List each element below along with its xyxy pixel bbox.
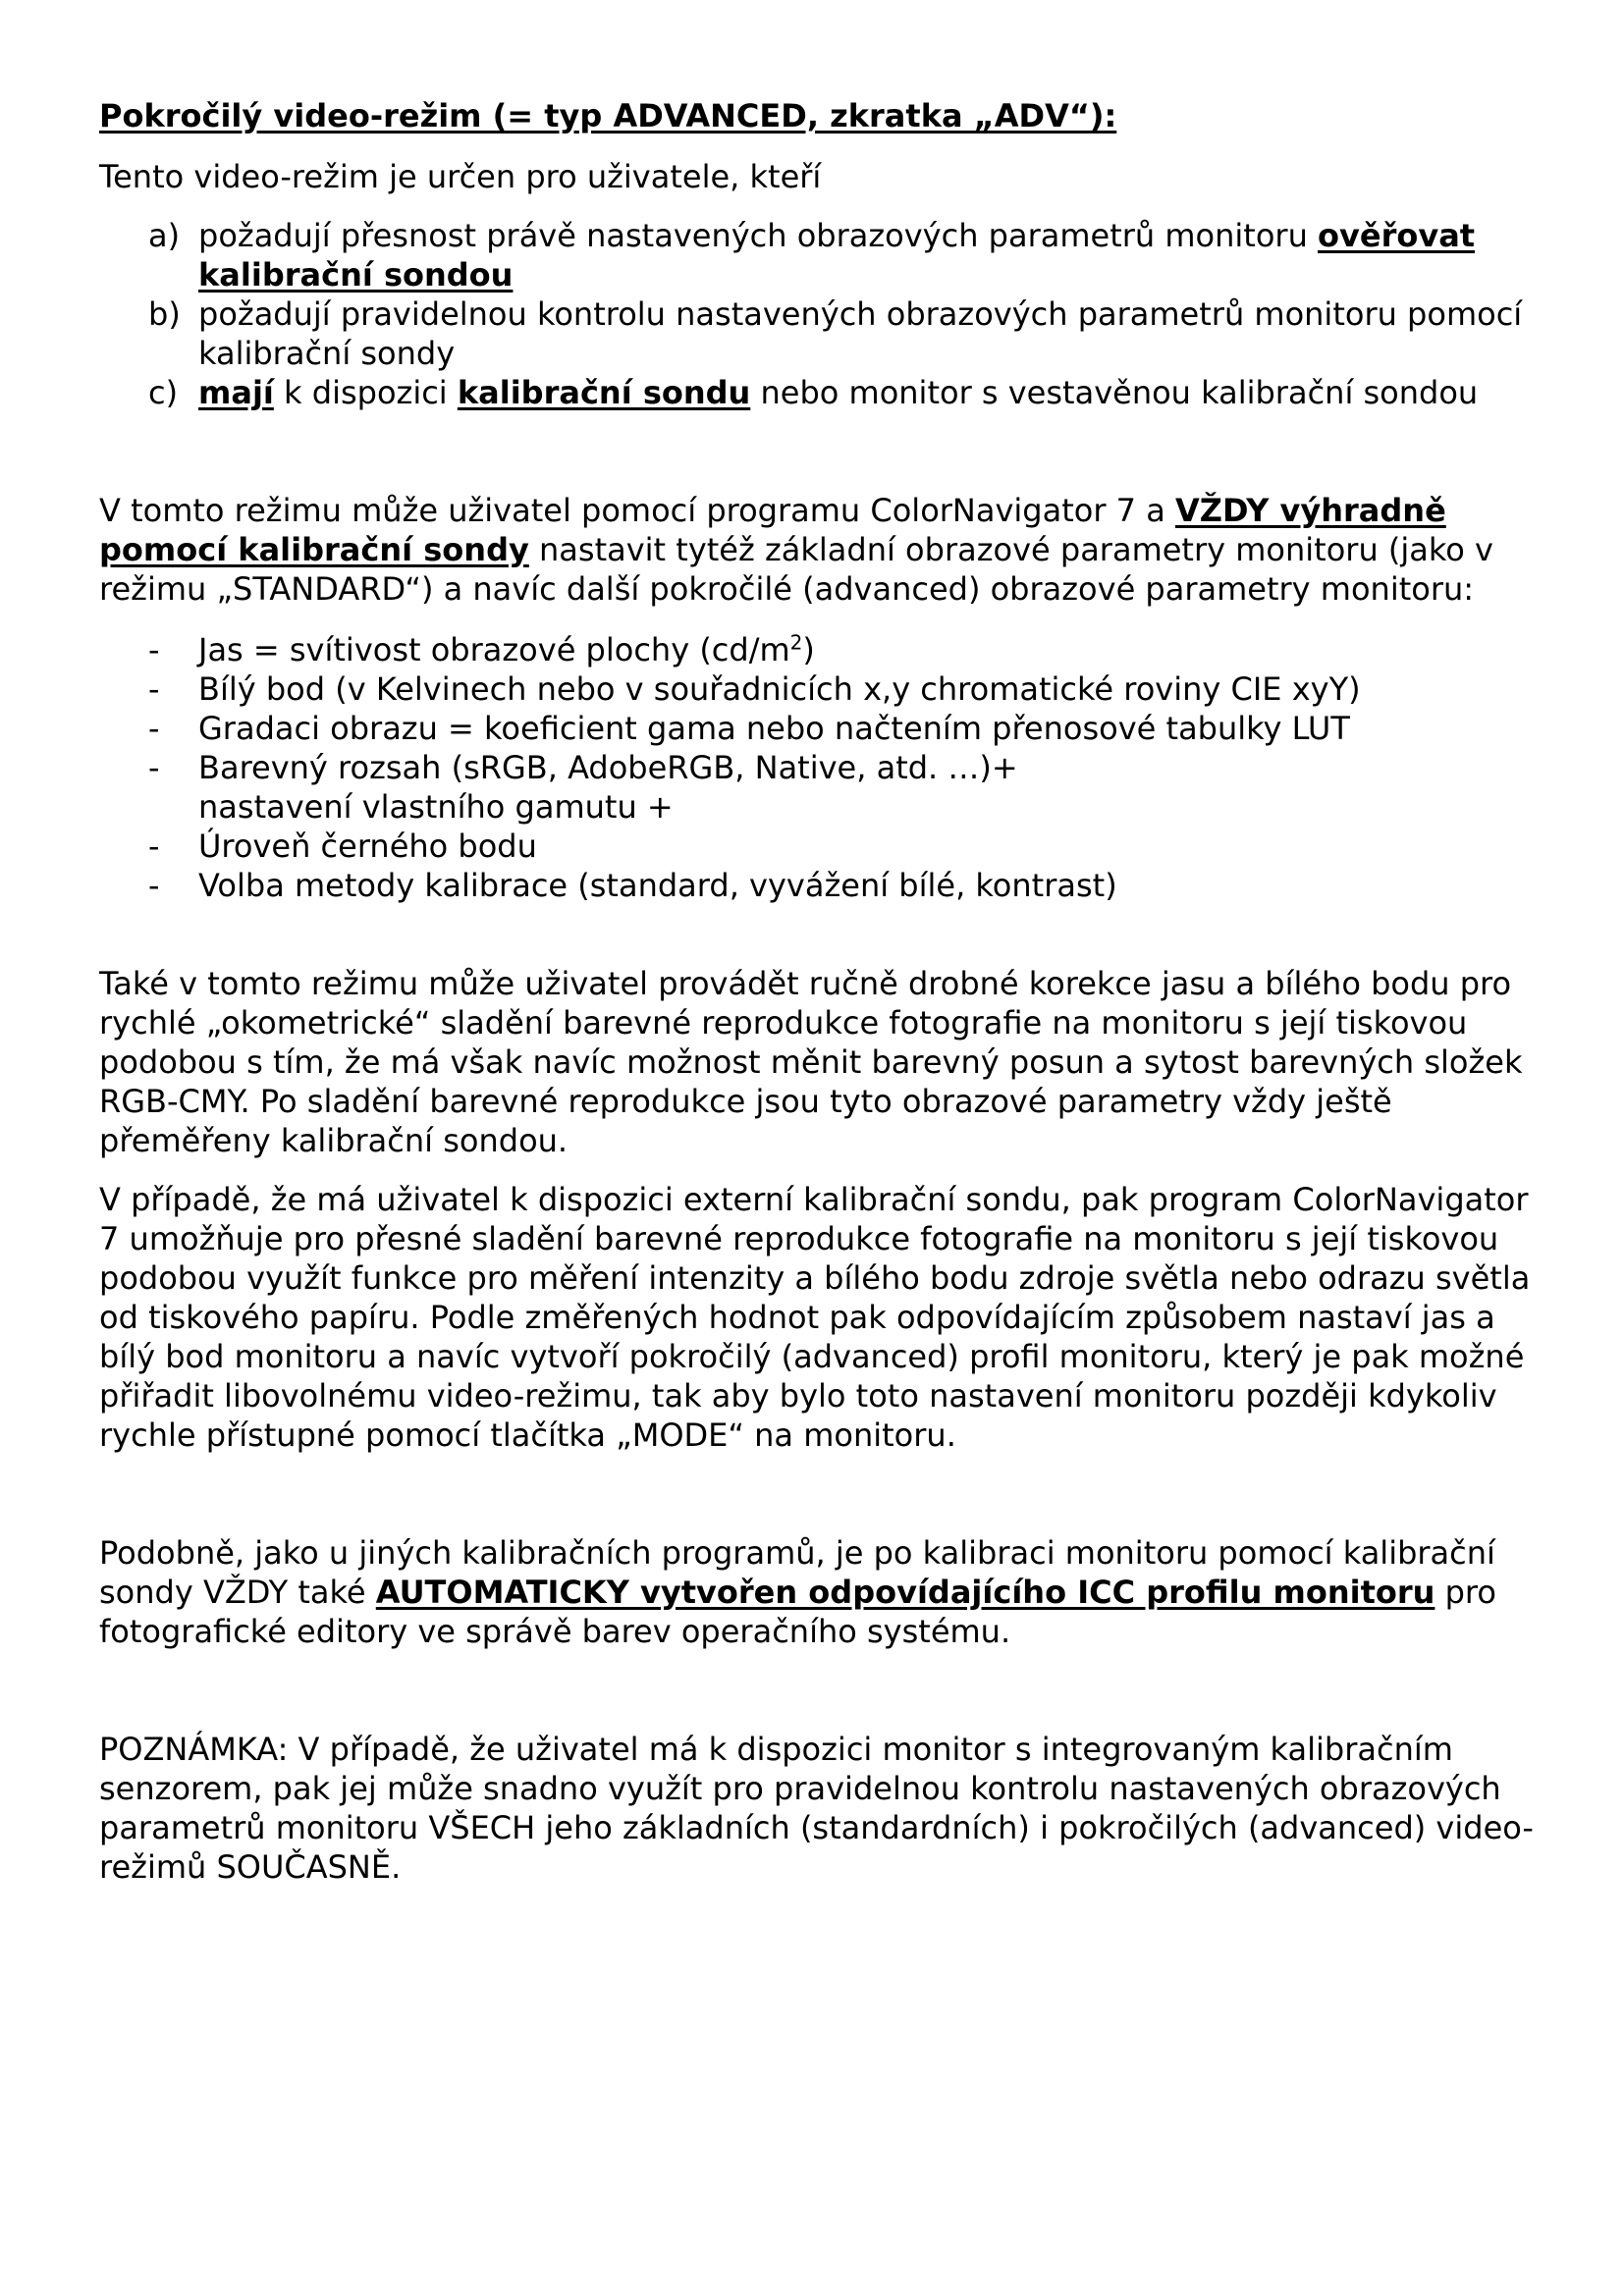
list-item-text: Bílý bod (v Kelvinech nebo v souřadnicích x,y chromatické roviny CIE xyY) bbox=[198, 670, 1361, 708]
list-item-text: požadují pravidelnou kontrolu nastavených obrazových parametrů monitoru pomocí kalibrační sondy bbox=[198, 295, 1523, 372]
list-item-text: Volba metody kalibrace (standard, vyvážení bílé, kontrast) bbox=[198, 867, 1117, 904]
list-item-text: k dispozici bbox=[273, 374, 458, 411]
list-item-text: nebo monitor s vestavěnou kalibrační sondou bbox=[750, 374, 1479, 411]
paragraph-text: Podobně, jako u jiných kalibračních programů, je po kalibraci monitoru pomocí kalibrační sondy VŽDY také bbox=[99, 1534, 1495, 1611]
list-item-text: ) bbox=[802, 631, 815, 668]
manual-correction-paragraph: Také v tomto režimu může uživatel provádět ručně drobné korekce jasu a bílého bodu pro rychlé „okometrické“ sladění barevné reprodukce fotografie na monitoru s její tiskovou podobou s tím, že má však navíc možnost měnit barevný posun a sytost barevných složek RGB-CMY. Po sladění barevné reprodukce jsou tyto obrazové parametry vždy ještě přeměřeny kalibrační sondou. bbox=[99, 965, 1523, 1159]
list-item bbox=[99, 216, 1552, 294]
list-marker: - bbox=[148, 749, 160, 786]
list-marker: c) bbox=[148, 374, 179, 411]
list-item bbox=[99, 630, 1552, 669]
list-item-text: Gradaci obrazu = koeficient gama nebo načtením přenosové tabulky LUT bbox=[198, 710, 1350, 747]
list-marker: - bbox=[148, 867, 160, 904]
list-item bbox=[99, 709, 1552, 748]
intro-paragraph: Tento video-režim je určen pro uživatele, kteří bbox=[99, 158, 822, 195]
list-item bbox=[99, 294, 1552, 373]
list-marker: - bbox=[148, 631, 160, 668]
paragraph-emphasis: VŽDY výhradně pomocí kalibrační sondy bbox=[99, 492, 1446, 568]
note-paragraph: POZNÁMKA: V případě, že uživatel má k dispozici monitor s integrovaným kalibračním senzorem, pak jej může snadno využít pro pravidelnou kontrolu nastavených obrazových parametrů monitoru VŠECH jeho základních (standardních) i pokročilých (advanced) video-režimů SOUČASNĚ. bbox=[99, 1731, 1534, 1886]
list-item bbox=[99, 669, 1552, 709]
list-item-text: Barevný rozsah (sRGB, AdobeRGB, Native, atd. …)+ nastavení vlastního gamutu + bbox=[198, 749, 1018, 826]
section-heading: Pokročilý video-režim (= typ ADVANCED, zkratka „ADV“): bbox=[99, 97, 1117, 134]
list-item-text: Úroveň černého bodu bbox=[198, 828, 537, 865]
paragraph-text: pro fotografické editory ve správě barev operačního systému. bbox=[99, 1574, 1496, 1650]
list-marker: b) bbox=[148, 295, 181, 333]
list-item bbox=[99, 748, 1552, 827]
external-probe-paragraph: V případě, že má uživatel k dispozici externí kalibrační sondu, pak program ColorNavigator 7 umožňuje pro přesné sladění barevné reprodukce fotografie na monitoru s její tiskovou podobou využít funkce pro měření intenzity a bílého bodu zdroje světla nebo odrazu světla od tiskového papíru. Podle změřených hodnot pak odpovídajícím způsobem nastaví jas a bílý bod monitoru a navíc vytvoří pokročilý (advanced) profil monitoru, který je pak možné přiřadit libovolnému video-režimu, tak aby bylo toto nastavení monitoru později kdykoliv rychle přístupné pomocí tlačítka „MODE“ na monitoru. bbox=[99, 1181, 1531, 1454]
list-item-emphasis: kalibrační sondu bbox=[457, 374, 751, 411]
list-marker: - bbox=[148, 828, 160, 865]
requirements-list bbox=[99, 216, 1552, 412]
list-item bbox=[99, 827, 1552, 866]
parameters-paragraph bbox=[99, 491, 1552, 609]
list-item-emphasis: mají bbox=[198, 374, 274, 411]
list-item-text: Jas = svítivost obrazové plochy (cd/m bbox=[198, 631, 790, 668]
superscript: 2 bbox=[789, 630, 803, 655]
parameters-list bbox=[99, 630, 1552, 905]
page-content bbox=[99, 96, 1552, 1887]
list-item-text: požadují přesnost právě nastavených obrazových parametrů monitoru bbox=[198, 217, 1319, 254]
list-marker: - bbox=[148, 670, 160, 708]
icc-profile-paragraph bbox=[99, 1533, 1552, 1651]
list-marker: a) bbox=[148, 217, 181, 254]
paragraph-text: V tomto režimu může uživatel pomocí programu ColorNavigator 7 a bbox=[99, 492, 1175, 529]
list-item bbox=[99, 866, 1552, 905]
paragraph-text: nastavit tytéž základní obrazové parametry monitoru (jako v režimu „STANDARD“) a navíc další pokročilé (advanced) obrazové parametry monitoru: bbox=[99, 531, 1493, 608]
list-marker: - bbox=[148, 710, 160, 747]
list-item bbox=[99, 373, 1552, 412]
paragraph-emphasis: AUTOMATICKY vytvořen odpovídajícího ICC profilu monitoru bbox=[375, 1574, 1435, 1611]
list-item-emphasis: ověřovat kalibrační sondou bbox=[198, 217, 1476, 294]
